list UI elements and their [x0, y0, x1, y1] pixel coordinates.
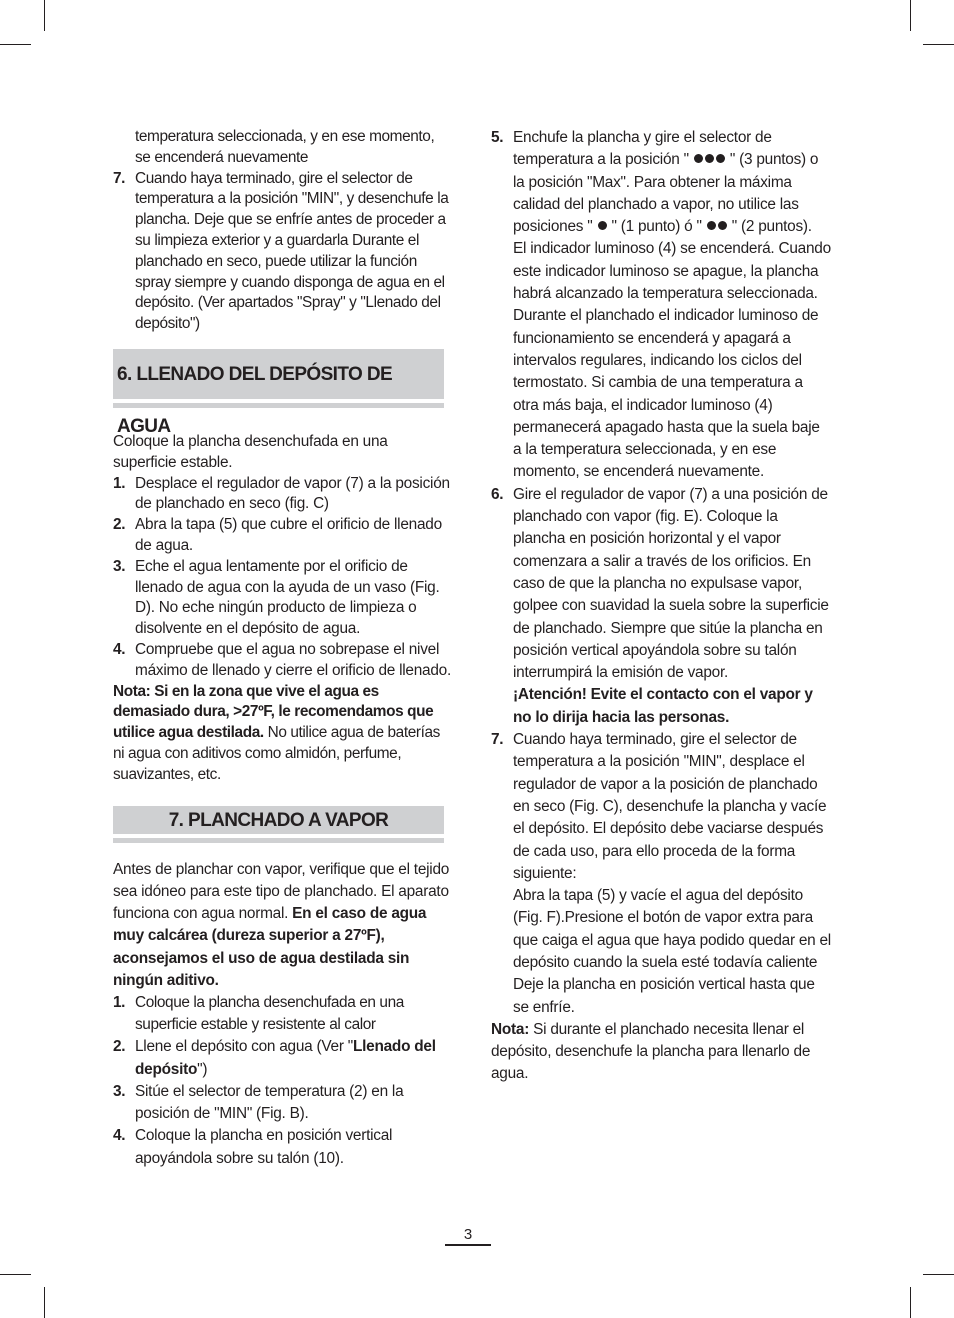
item-text: Compruebe que el agua no sobrepase el nivel máximo de llenado y cierre el orificio de llenado. [135, 640, 452, 679]
crop-mark [910, 0, 911, 31]
item-paragraph: Abra la tapa (5) y vacíe el agua del depósito (Fig. F).Presione el botón de vapor extra para que caiga el agua que haya podido quedar en el depósito cuando la suela esté todavía caliente Deje la plancha en posición vertical hasta que se enfríe. [513, 887, 831, 1016]
note-text: Si durante el planchado necesita llenar el depósito, desenchufe la plancha para llenarlo de agua. [491, 1020, 811, 1083]
item-text: " (1 punto) ó " [607, 218, 706, 236]
item-number: 5. [491, 129, 504, 146]
crop-mark [0, 44, 31, 45]
item-number: 1. [113, 994, 126, 1012]
one-dot-icon [597, 218, 608, 235]
section-6-heading: 6. LLENADO DEL DEPÓSITO DE AGUA [113, 349, 444, 399]
crop-mark [923, 1274, 954, 1275]
list-item [113, 992, 453, 1036]
item-text: ") [197, 1060, 208, 1078]
left-column [113, 127, 453, 1170]
item-paragraph: El indicador luminoso (4) se encenderá. Cuando este indicador luminoso se apague, la plancha habrá alcanzado la temperatura seleccionada. Durante el planchado el indicador luminoso de funcionamiento se encenderá y apagará a intervalos regulares, indicando los ciclos del termostato. Si cambia de una temperatura a otra más baja, el indicador luminoso (4) permanecerá apagado hasta que la suela baje a la temperatura seleccionada, y en ese momento, se encenderá nuevamente. [513, 240, 831, 481]
crop-mark [910, 1287, 911, 1318]
list-item [113, 169, 453, 335]
list-item [491, 484, 831, 729]
item-text: Eche el agua lentamente por el orificio de llenado de agua con la ayuda de un vaso (Fig. D). No eche ningún producto de limpieza o disolvente en el depósito de agua. [135, 557, 440, 638]
two-dots-icon [706, 218, 728, 235]
item-text: Coloque la plancha en posición vertical apoyándola sobre su talón (10). [135, 1127, 393, 1167]
item-number: 7. [491, 731, 504, 749]
right-column [491, 127, 831, 1086]
item-text: Llene el depósito con agua (Ver " [135, 1038, 353, 1056]
crop-mark [44, 1287, 45, 1318]
page-number: 3 [463, 1226, 473, 1243]
note-bold: Nota: Si en la zona que vive el agua es demasiado dura, >27ºF, le recomendamos que utilice agua destilada. [113, 682, 434, 742]
heading-rule [113, 838, 444, 843]
item-number: 2. [113, 1038, 126, 1056]
item-text: " (2 puntos). [727, 218, 812, 236]
section-6-note [113, 682, 453, 786]
item-text: Abra la tapa (5) que cubre el orificio de llenado de agua. [135, 516, 442, 554]
list-item [113, 515, 453, 557]
item-bold: Llenado del depósito [135, 1038, 436, 1078]
note-label: Nota: [491, 1020, 530, 1038]
list-item [491, 729, 831, 1019]
item-number: 4. [113, 1127, 126, 1145]
item-number: 3. [113, 1082, 126, 1100]
continued-text: temperatura seleccionada, y en ese momento, se encenderá nuevamente [135, 128, 435, 166]
page-number-rule [445, 1244, 491, 1246]
item-text: Enchufe la plancha y gire el selector de temperatura a la posición " [513, 129, 772, 169]
section-7-intro [113, 859, 453, 993]
list-item [491, 127, 831, 484]
item-text: Cuando haya terminado, gire el selector de temperatura a la posición "MIN", y desenchufe la plancha. Deje que se enfríe antes de proceder a su limpieza exterior y a guardarla Durante el planchado en seco, puede utilizar la función spray siempre y cuando disponga de agua en el depósito. (Ver apartados "Spray" y "Llenado del depósito") [135, 169, 449, 333]
item-text: Coloque la plancha desenchufada en una superficie estable y resistente al calor [135, 994, 404, 1034]
list-item [113, 1036, 453, 1081]
crop-mark [923, 44, 954, 45]
item-number: 7. [113, 169, 126, 187]
list-item [113, 640, 453, 682]
item-text: Desplace el regulador de vapor (7) a la posición de planchado en seco (fig. C) [135, 474, 450, 513]
item-text: Sitúe el selector de temperatura (2) en la posición de "MIN" (Fig. B). [135, 1082, 404, 1123]
item-text: " (3 puntos) o la posición "Max". Para obtener la máxima calidad del planchado a vapor, no utilice las posiciones " [513, 151, 819, 236]
three-dots-icon [693, 151, 726, 168]
intro-bold: En el caso de agua muy calcárea (dureza superior a 27ºF), aconsejamos el uso de agua destilada sin ningún aditivo. [113, 905, 427, 989]
section-6-intro: Coloque la plancha desenchufada en una superficie estable. [113, 432, 388, 471]
final-note [491, 1019, 831, 1086]
list-item [113, 557, 453, 640]
item-number: 1. [113, 474, 126, 492]
list-item [113, 474, 453, 516]
item-number: 4. [113, 640, 126, 658]
warning-text: ¡Atención! Evite el contacto con el vapor y no lo dirija hacia las personas. [513, 686, 813, 726]
intro-text: Antes de planchar con vapor, verifique que el tejido sea idóneo para este tipo de planchado. El aparato funciona con agua normal. [113, 860, 450, 923]
item-number: 2. [113, 516, 126, 534]
item-text: Gire el regulador de vapor (7) a una posición de planchado con vapor (fig. E). Coloque la plancha en posición horizontal y el vapor comenzara a salir a través de los orificios. En caso de que la plancha no expulsase vapor, golpee con suavidad la suela sobre la superficie de planchado. Siempre que sitúe la plancha en posición vertical apoyándola sobre su talón interrumpirá la emisión de vapor. [513, 485, 829, 682]
crop-mark [0, 1274, 31, 1275]
item-number: 3. [113, 557, 126, 575]
item-number: 6. [491, 485, 504, 503]
note-text: No utilice agua de baterías ni agua con aditivos como almidón, perfume, suavizantes, etc. [113, 724, 440, 783]
list-item [113, 1081, 453, 1126]
crop-mark [44, 0, 45, 31]
list-item [113, 1125, 453, 1170]
section-7-heading: 7. PLANCHADO A VAPOR [113, 806, 444, 834]
item-text: Cuando haya terminado, gire el selector de temperatura a la posición "MIN", desplace el regulador de vapor a la posición de planchado en seco (Fig. C), desenchufe la plancha y vacíe el depósito. El depósito debe vaciarse después de cada uso, para ello proceda de la forma siguiente: [513, 731, 827, 882]
